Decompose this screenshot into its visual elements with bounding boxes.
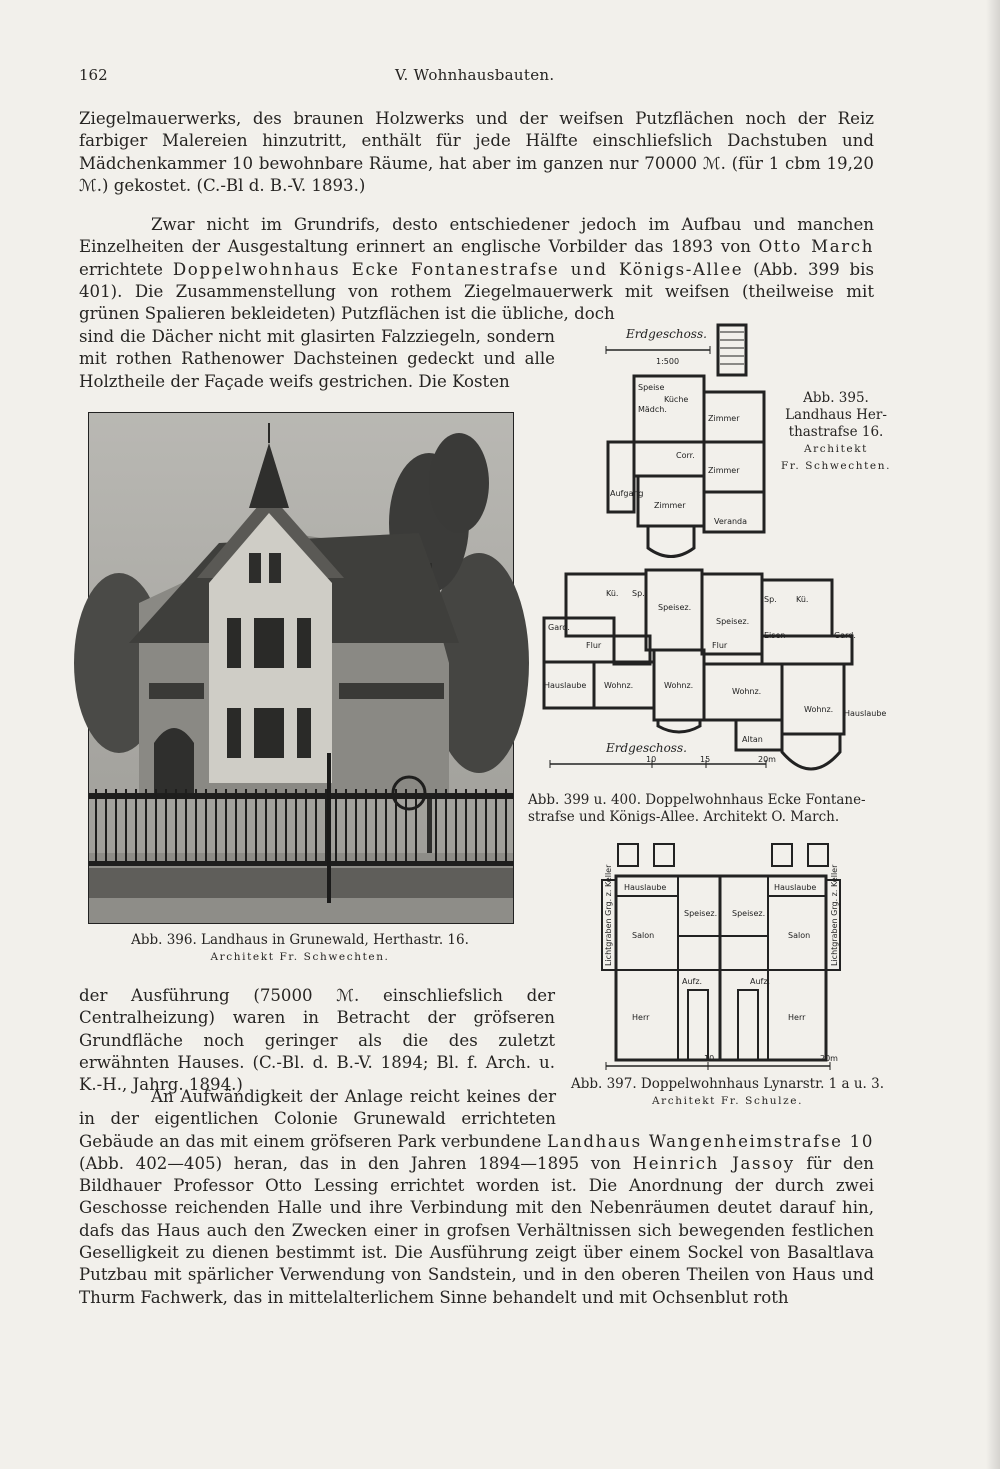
plan-399-scale-3: 20m	[758, 755, 776, 764]
plan-399-title: Erdgeschoss.	[606, 741, 687, 755]
paragraph-2	[79, 214, 874, 325]
plan-399-room-5: Sp.	[764, 595, 777, 604]
plan-395-scale: 1:500	[656, 357, 680, 366]
caption-abb395-name: Fr. Schwechten.	[780, 460, 892, 472]
plan-397-room-9: Herr	[632, 1013, 650, 1022]
plan-399-room-4: Speisez.	[716, 617, 750, 626]
plan-397-room-7: Aufz.	[682, 977, 703, 986]
photo-landhaus-grunewald	[88, 412, 514, 924]
plan-399-room-16: Wohnz.	[804, 705, 834, 714]
plan-399-scale-1: 10	[646, 755, 657, 764]
plan-399-room-6: Kü.	[796, 595, 809, 604]
para3-text-c: für den Bildhauer Professor Otto Lessing errichtet worden ist. Die Anordnung der durch zwei Geschosse reichenden Halle und ihre Verbindung mit den Nebenräumen deutet darauf hin, dafs das Haus auch den Zwecken einer in grofsen Verhältnissen sich bewegenden festlichen Geselligkeit zu dienen bestimmt ist. Die Ausführung zeigt über einem Sockel von Basaltlava Putzbau mit spärlicher Verwendung von Sandstein, und in den oberen Theilen von Haus und Thurm Fachwerk, das in mittelalterlichem Sinne behandelt und mit Ochsenblut roth	[79, 1153, 874, 1307]
plan-399-room-12: Hauslaube	[544, 681, 587, 690]
caption-abb397-architect: Architekt Fr. Schulze.	[651, 1095, 804, 1107]
floor-plan-397	[598, 840, 848, 1072]
plan-395-room-9: Veranda	[714, 517, 748, 526]
villa-photo-illustration	[89, 413, 513, 923]
plan-abb397	[598, 840, 848, 1072]
para3-text-a: An Aufwändigkeit der Anlage reicht keines der in der eigentlichen Colonie Grunewald errichteten Gebäude an das mit einem gröfseren Park verbundene	[79, 1087, 556, 1151]
text-block-top	[79, 108, 874, 197]
plan-397-room-11: Lichtgraben Grg. z. Keller	[604, 864, 613, 966]
architect-name-jassoy: Heinrich Jassoy	[632, 1153, 795, 1173]
plan-399-room-11: Gard.	[834, 631, 856, 640]
plan-397-room-12: Lichtgraben Grg. z. Keller	[830, 864, 839, 966]
page-number: 162	[79, 66, 108, 84]
plan-397-room-10: Herr	[788, 1013, 806, 1022]
plan-395-room-1: Speise	[638, 383, 665, 392]
plan-397-room-8: Aufz.	[750, 977, 771, 986]
plan-399-room-7: Gard.	[548, 623, 570, 632]
plan-abb395	[598, 320, 773, 565]
plan-399-room-14: Wohnz.	[664, 681, 694, 690]
plan-399-room-15: Wohnz.	[732, 687, 762, 696]
caption-abb399	[528, 792, 898, 826]
caption-abb399-line-2: strafse und Königs-Allee. Architekt O. March.	[528, 809, 840, 825]
architect-name-march: Otto March	[758, 237, 874, 257]
plan-395-room-2: Küche	[664, 395, 689, 404]
floor-plan-395	[598, 320, 773, 565]
para2-text-b: errichtete	[79, 259, 173, 279]
plan-399-room-17: Hauslaube	[844, 709, 887, 718]
caption-abb395	[776, 390, 896, 475]
plan-397-scale-2: 20m	[820, 1054, 838, 1063]
para3-text-b: (Abb. 402—405) heran, das in den Jahren 1894—1895 von	[79, 1153, 633, 1173]
text-block-para2	[79, 214, 874, 325]
paragraph-top: Ziegelmauerwerks, des braunen Holzwerks und der weifsen Putzflächen noch der Reiz farbiger Malereien hinzutritt, enthält für jede Hälfte einschliefslich Dachstuben und Mädchenkammer 10 bewohnbare Räume, hat aber im ganzen nur 70000 ℳ. (für 1 cbm 19,20 ℳ.) gekostet. (C.-Bl d. B.-V. 1893.)	[79, 109, 874, 195]
caption-abb395-title-2: thastrafse 16.	[788, 424, 884, 440]
plan-395-room-8: Zimmer	[654, 501, 686, 510]
plan-397-room-2: Hauslaube	[774, 883, 817, 892]
plan-397-room-6: Salon	[788, 931, 811, 940]
plan-395-room-3: Mädch.	[638, 405, 667, 414]
plan-395-title: Erdgeschoss.	[626, 327, 707, 341]
paragraph-middle: der Ausführung (75000 ℳ. einschliefslich der Centralheizung) waren in Betracht der gröfseren Grundfläche noch geringer als die des zuletzt erwähnten Hauses. (C.-Bl. d. B.-V. 1894; Bl. f. Arch. u. K.-H., Jahrg. 1894.)	[79, 986, 555, 1095]
caption-abb396	[88, 932, 512, 966]
plan-399-scale-2: 15	[700, 755, 711, 764]
text-block-para3	[79, 1086, 874, 1309]
scan-edge-shadow	[986, 0, 1000, 1469]
caption-spacer	[556, 1086, 874, 1130]
plan-395-room-6: Zimmer	[708, 466, 740, 475]
plan-399-room-9: Flur	[712, 641, 728, 650]
paragraph-2-cont: sind die Dächer nicht mit glasirten Falzziegeln, sondern mit rothen Rathenower Dachsteinen gedeckt und alle Holztheile der Façade weifs gestrichen. Die Kosten	[79, 327, 555, 391]
plan-397-scale-1: 10	[704, 1054, 715, 1063]
plan-397-room-4: Speisez.	[732, 909, 766, 918]
plan-399-room-2: Sp.	[632, 589, 645, 598]
caption-abb395-arch: Architekt	[803, 443, 869, 455]
plan-395-room-4: Zimmer	[708, 414, 740, 423]
building-name-fontanestrasse: Doppelwohnhaus Ecke Fontanestrafse und Königs-Allee	[172, 259, 744, 279]
plan-399-room-10: Eisen	[764, 631, 786, 640]
caption-abb396-architect: Architekt Fr. Schwechten.	[210, 951, 390, 963]
plan-397-room-1: Hauslaube	[624, 883, 667, 892]
caption-abb397-title: Abb. 397. Doppelwohnhaus Lynarstr. 1 a u. 3.	[570, 1076, 885, 1092]
plan-397-room-3: Speisez.	[684, 909, 718, 918]
text-block-middle	[79, 985, 555, 1096]
building-name-wangenheimstrasse: Landhaus Wangenheimstrafse 10	[546, 1131, 874, 1151]
plan-399-room-8: Flur	[586, 641, 602, 650]
para2-text-a: Zwar nicht im Grundrifs, desto entschiedener jedoch im Aufbau und manchen Einzelheiten der Ausgestaltung erinnert an englische Vorbilder das 1893 von	[79, 215, 874, 257]
caption-abb399-line-1: Abb. 399 u. 400. Doppelwohnhaus Ecke Fontane-	[528, 792, 866, 808]
caption-abb395-title-1: Landhaus Her-	[785, 407, 887, 423]
para2-text-c: (Abb. 399 bis 401). Die Zusammenstellung von rothem Ziegelmauerwerk mit weifsen (theilweise mit grünen Spalieren bekleideten) Putzflächen ist die übliche, doch	[79, 259, 874, 324]
plan-abb399	[536, 566, 887, 786]
caption-abb396-title: Abb. 396. Landhaus in Grunewald, Herthastr. 16.	[131, 932, 469, 948]
plan-399-room-3: Speisez.	[658, 603, 692, 612]
floor-plan-399	[536, 566, 887, 786]
text-block-para2-cont	[79, 326, 555, 393]
plan-395-room-7: Aufgang	[610, 489, 644, 498]
plan-399-room-1: Kü.	[606, 589, 619, 598]
plan-395-room-5: Corr.	[676, 451, 695, 460]
caption-abb395-num: Abb. 395.	[803, 390, 869, 406]
plan-397-room-5: Salon	[632, 931, 655, 940]
plan-399-room-18: Altan	[742, 735, 763, 744]
running-header: V. Wohnhausbauten.	[395, 66, 555, 84]
plan-399-room-13: Wohnz.	[604, 681, 634, 690]
